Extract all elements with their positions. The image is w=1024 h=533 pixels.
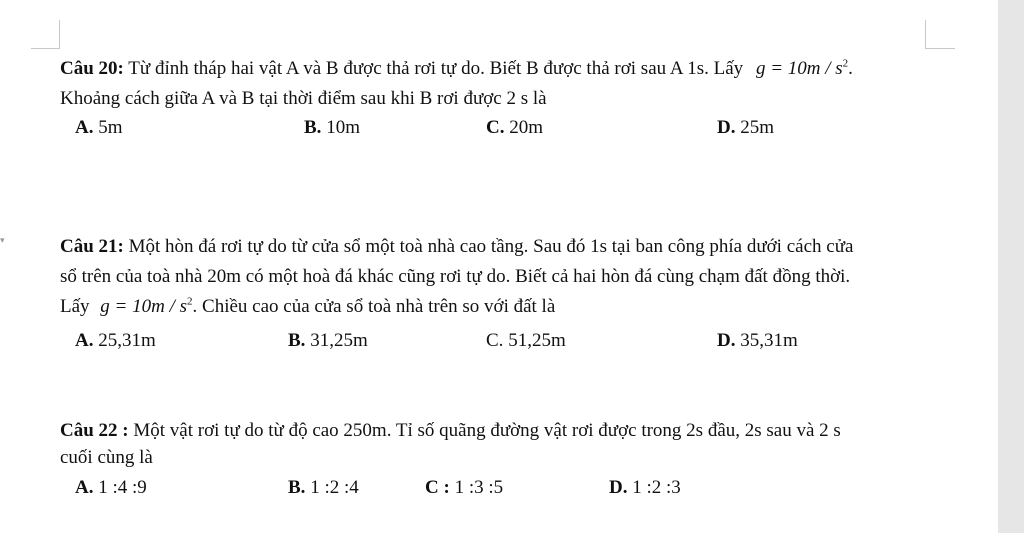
question-21-label: Câu 21: — [60, 236, 124, 257]
crop-mark-left-vertical — [59, 20, 60, 48]
question-22-option-c[interactable] — [425, 476, 503, 500]
option-value: 25,31m — [98, 330, 156, 351]
question-21-option-a[interactable] — [75, 329, 156, 353]
question-20-line-1 — [60, 57, 853, 81]
option-letter: B. — [304, 117, 322, 138]
question-21-formula: g = 10m / s — [100, 296, 188, 317]
option-letter: D. — [717, 117, 736, 138]
option-value: 1 :2 :3 — [632, 477, 681, 498]
scrollbar-gutter[interactable] — [998, 0, 1024, 533]
question-20-label: Câu 20: — [60, 58, 124, 79]
question-21-text-1: Một hòn đá rơi tự do từ cửa sổ một toà nhà cao tầng. Sau đó 1s tại ban công phía dưới cách cửa — [128, 236, 854, 257]
option-letter: D. — [717, 330, 736, 351]
option-value: 5m — [98, 117, 123, 138]
question-21-text-3-prefix: Lấy — [60, 296, 90, 317]
question-22-label: Câu 22 : — [60, 420, 129, 441]
question-22-option-b[interactable] — [288, 476, 359, 500]
option-value: 10m — [326, 117, 360, 138]
option-letter: A. — [75, 117, 94, 138]
option-letter: A. — [75, 477, 94, 498]
question-20-text-1: Từ đỉnh tháp hai vật A và B được thả rơi tự do. Biết B được thả rơi sau A 1s. Lấy — [128, 58, 744, 79]
question-22-text-2: cuối cùng là — [60, 447, 153, 468]
option-value: 1 :2 :4 — [310, 477, 359, 498]
question-21-formula-exp: 2 — [187, 295, 193, 308]
option-letter: C : — [425, 477, 450, 498]
option-letter: B. — [288, 330, 306, 351]
question-20-formula: g = 10m / s — [755, 58, 843, 79]
question-20-option-a[interactable] — [75, 116, 123, 140]
question-20-option-c[interactable] — [486, 116, 543, 140]
question-22-option-a[interactable] — [75, 476, 147, 500]
question-21-line-2 — [60, 265, 850, 289]
question-20-text-2: Khoảng cách giữa A và B tại thời điểm sau khi B rơi được 2 s là — [60, 88, 547, 109]
option-value: 25m — [740, 117, 775, 138]
margin-arrow-icon: ▾ — [0, 236, 5, 246]
question-21-option-c[interactable] — [486, 329, 566, 353]
option-value: 51,25m — [508, 330, 566, 351]
option-letter: D. — [609, 477, 628, 498]
option-letter: A. — [75, 330, 94, 351]
crop-mark-right-horizontal — [925, 48, 955, 49]
question-21-line-1 — [60, 235, 853, 259]
option-value: 35,31m — [740, 330, 798, 351]
question-22-text-1: Một vật rơi tự do từ độ cao 250m. Tỉ số quãng đường vật rơi được trong 2s đầu, 2s sau và 2 s — [133, 420, 841, 441]
question-22-option-d[interactable] — [609, 476, 681, 500]
question-20-option-d[interactable] — [717, 116, 774, 140]
question-21-line-3 — [60, 295, 555, 319]
question-20-formula-tail: . — [848, 58, 853, 79]
question-22-line-2 — [60, 446, 153, 470]
option-letter: B. — [288, 477, 306, 498]
question-20-line-2 — [60, 87, 547, 111]
option-letter: C. — [486, 330, 504, 351]
question-21-text-3-suffix: . Chiều cao của cửa sổ toà nhà trên so với đất là — [192, 296, 556, 317]
option-value: 1 :4 :9 — [98, 477, 147, 498]
crop-mark-left-horizontal — [31, 48, 60, 49]
option-value: 1 :3 :5 — [454, 477, 504, 498]
question-20-formula-exp: 2 — [842, 57, 849, 70]
question-20-option-b[interactable] — [304, 116, 360, 140]
option-value: 31,25m — [310, 330, 368, 351]
question-21-option-d[interactable] — [717, 329, 798, 353]
crop-mark-right-vertical — [925, 20, 926, 48]
option-letter: C. — [486, 117, 505, 138]
option-value: 20m — [509, 117, 544, 138]
question-22-line-1 — [60, 419, 841, 443]
question-21-text-2: sổ trên của toà nhà 20m có một hoà đá khác cũng rơi tự do. Biết cả hai hòn đá cùng chạm đất đồng thời. — [60, 266, 851, 287]
question-21-option-b[interactable] — [288, 329, 368, 353]
